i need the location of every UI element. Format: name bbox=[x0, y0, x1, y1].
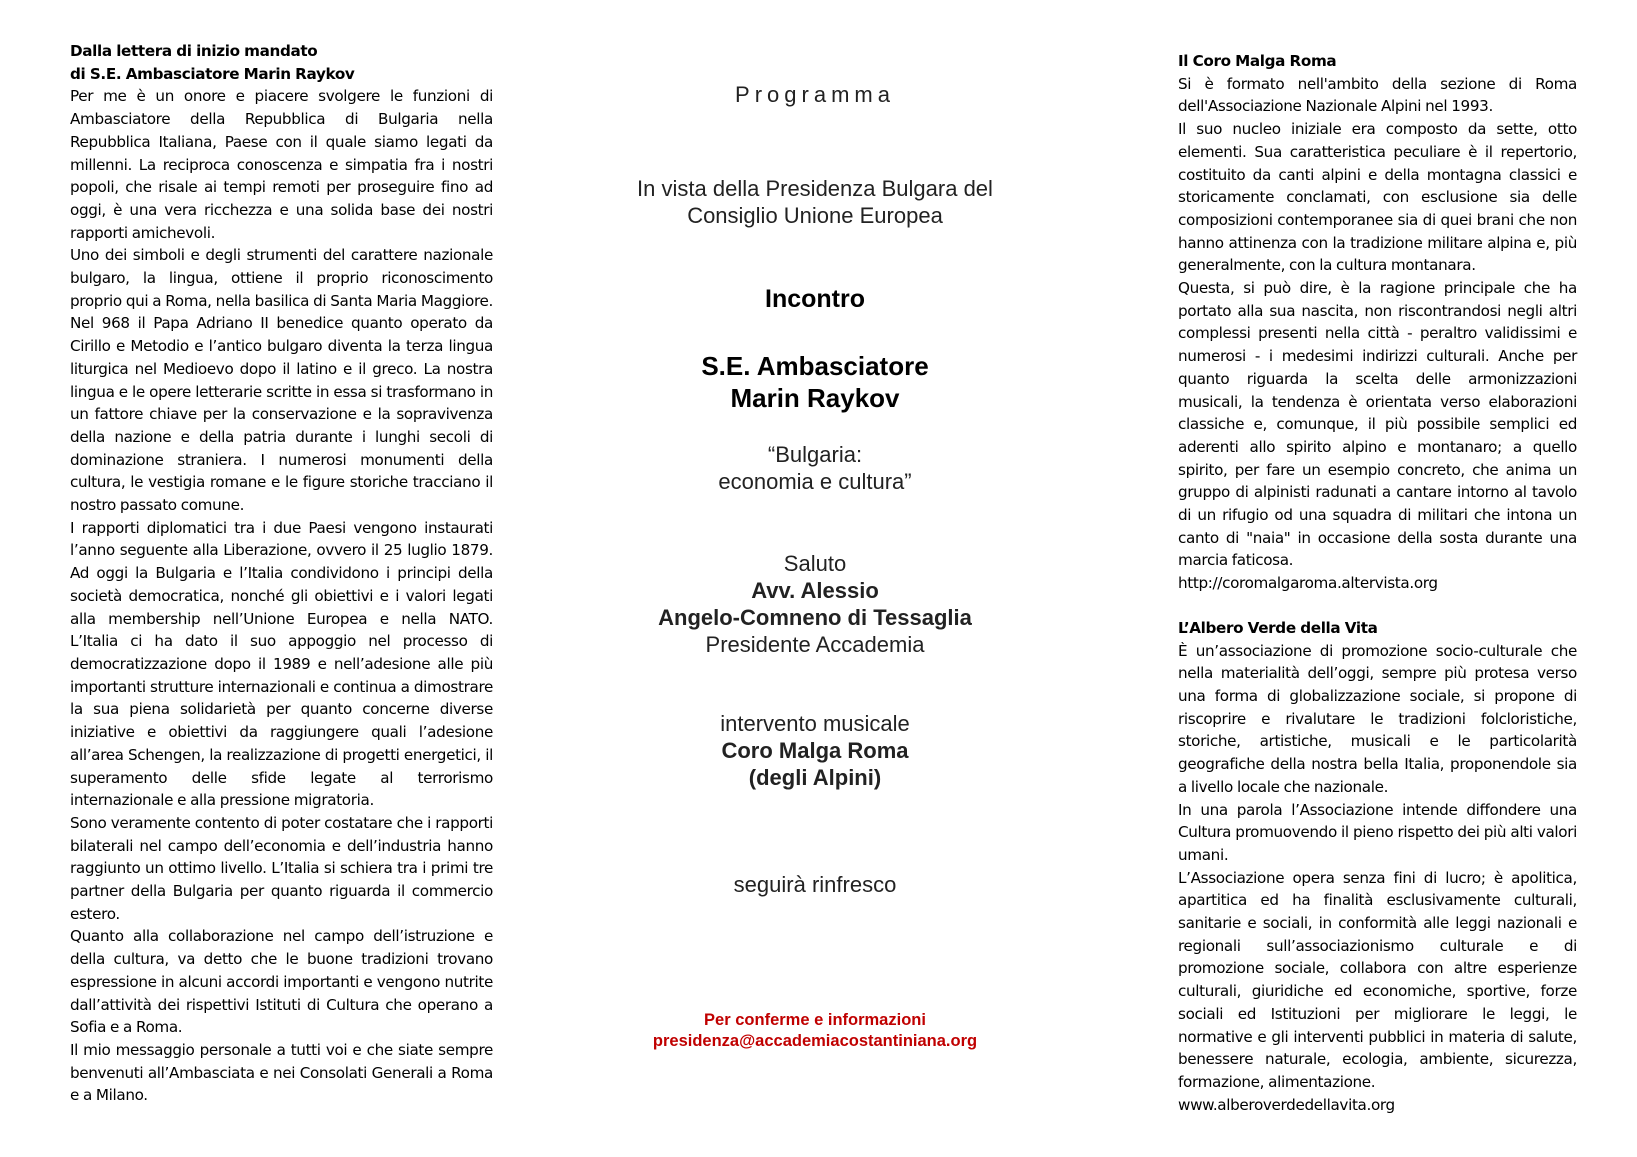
program-title: Programma bbox=[735, 82, 895, 107]
music-label: intervento musicale bbox=[720, 711, 910, 736]
ambassador-title: S.E. Ambasciatore bbox=[701, 351, 929, 381]
music-block bbox=[615, 710, 1015, 791]
greeting-name-2: Angelo-Comneno di Tessaglia bbox=[658, 605, 972, 630]
contact-email[interactable]: presidenza@accademiacostantiniana.org bbox=[652, 1032, 978, 1050]
letter-paragraph: Per me è un onore e piacere svolgere le funzioni di Ambasciatore della Repubblica di Bulgaria nella Repubblica Italiana, Paese con il quale siamo legati da millenni. La reciproca conoscenza e simpatia fra i nostri popoli, che risale ai tempi remoti per proseguire fino ad oggi, è una vera ricchezza e una solida base dei nostri rapporti amichevoli. bbox=[70, 87, 493, 242]
choir-heading: Il Coro Malga Roma bbox=[1178, 52, 1337, 70]
talk-title-line-2: economia e cultura” bbox=[718, 469, 912, 494]
association-paragraph: È un’associazione di promozione socio-culturale che nella materialità dell’oggi, sempre più protesa verso una forma di globalizzazione sociale, si propone di riscoprire e rivalutare le tradizioni folcloristiche, storiche, artistiche, musicali e le particolarità geografiche della nostra bella Italia, proponendole sia a livello locale che nazionale. bbox=[1178, 641, 1577, 796]
ambassador-name bbox=[615, 350, 1015, 414]
greeting-role: Presidente Accademia bbox=[705, 632, 925, 657]
greeting-block bbox=[615, 550, 1015, 658]
talk-title-line-1: “Bulgaria: bbox=[767, 442, 863, 467]
letter-paragraph: I rapporti diplomatici tra i due Paesi vengono instaurati l’anno seguente alla Liberazione, ovvero il 25 luglio 1879. Ad oggi la Bulgaria e l’Italia condividono i principi della società democratica, nonché gli obiettivi e i valori legati alla membership nell’Unione Europea e nella NATO. L’Italia ci ha dato il suo appoggio nel processo di democratizzazione dopo il 1989 e nell’adesione alle più importanti strutture internazionali e continua a dimostrare la sua piena solidarietà per quanto concerne diverse iniziative e obiettivi da raggiungere quali l’adesione all’area Schengen, la realizzazione di progetti energetici, il superamento delle sfide legate al terrorismo internazionale e alla pressione migratoria. bbox=[70, 518, 493, 810]
greeting-name-1: Avv. Alessio bbox=[751, 578, 879, 603]
contact-label: Per conferme e informazioni bbox=[704, 1011, 926, 1029]
association-heading: L’Albero Verde della Vita bbox=[1178, 618, 1378, 637]
letter-paragraph: Quanto alla collaborazione nel campo dell’istruzione e della cultura, va detto che le buone tradizioni trovano espressione in alcuni accordi importanti e vengono nutrite dall’attività dei rispettivi Istituti di Cultura che operano a Sofia e a Roma. bbox=[70, 927, 493, 1037]
choir-name: Coro Malga Roma bbox=[721, 738, 909, 763]
ambassador-fullname: Marin Raykov bbox=[730, 383, 900, 413]
association-paragraph: In una parola l’Associazione intende diffondere una Cultura promuovendo il pieno rispetto dei più alti valori umani. bbox=[1178, 800, 1577, 864]
left-column bbox=[70, 40, 493, 1107]
association-paragraph: L’Associazione opera senza fini di lucro; è apolitica, apartitica ed ha finalità esclusivamente culturali, sanitarie e sociali, in conformità alle leggi nazionali e regionali sull’associazionismo culturale e di promozione sociale, collabora con altre esperienze culturali, giuridiche ed economiche, sportive, forze sociali ed Istituzioni per migliorare le leggi, le normative e gli interventi pubblici in materia di salute, benessere naturale, ecologia, ambiente, sicurezza, formazione, alimentazione. bbox=[1178, 868, 1577, 1091]
refreshment-note: seguirà rinfresco bbox=[733, 872, 897, 897]
choir-subtitle: (degli Alpini) bbox=[748, 765, 882, 790]
letter-paragraph: Uno dei simboli e degli strumenti del carattere nazionale bulgaro, la lingua, ottiene il proprio riconoscimento proprio qui a Roma, nella basilica di Santa Maria Maggiore. Nel 968 il Papa Adriano II benedice quanto operato da Cirillo e Metodio e l’antico bulgaro diventa la terza lingua liturgica nel Medioevo dopo il latino e il greco. La nostra lingua e le opere letterarie scritte in essa si trasformano in un fattore chiave per la conservazione e la sopravivenza della nazione e della patria durante i lunghi secoli di dominazione straniera. I numerosi monumenti della cultura, le vestigia romane e le figure storiche tracciano il nostro passato comune. bbox=[70, 246, 493, 515]
talk-title bbox=[615, 441, 1015, 495]
greeting-label: Saluto bbox=[783, 551, 847, 576]
letter-heading: Dalla lettera di inizio mandato bbox=[70, 42, 318, 60]
letter-paragraph: Sono veramente contento di poter costatare che i rapporti bilaterali nel campo dell’economia e dell’industria hanno raggiunto un ottimo livello. L’Italia si schiera tra i primi tre partner della Bulgaria per quanto riguarda il commercio estero. bbox=[70, 813, 493, 923]
section-spacer bbox=[1178, 595, 1577, 617]
program-column bbox=[615, 0, 1015, 1157]
contact-block bbox=[615, 1010, 1015, 1052]
choir-paragraph: Il suo nucleo iniziale era composto da sette, otto elementi. Sua caratteristica peculiare è il repertorio, costituito da canti alpini e della montagna classici e storicamente conclamati, con esclusione sia delle composizioni contemporanee sia di quei brani che non hanno attinenza con la tradizione militare alpina e, più generalmente, con la cultura montanara. bbox=[1178, 120, 1577, 275]
presidency-line-2: Consiglio Unione Europea bbox=[687, 203, 943, 228]
presidency-subtitle bbox=[615, 175, 1015, 229]
association-website-link[interactable]: www.alberoverdedellavita.org bbox=[1178, 1095, 1395, 1114]
letter-subheading: di S.E. Ambasciatore Marin Raykov bbox=[70, 64, 355, 83]
choir-paragraph: Questa, si può dire, è la ragione principale che ha portato alla sua nascita, non riscontrandosi negli altri complessi presenti nella città - peraltro validissimi e numerosi - i medesimi indirizzi culturali. Anche per quanto riguarda la scelta delle armonizzazioni musicali, la tendenza è orientata verso elaborazioni classiche e, comunque, il più possibile semplici ed aderenti allo spirito alpino e montanaro; a quello spirito, per fare un esempio concreto, che anima un gruppo di alpinisti radunati a cantare intorno al tavolo di un rifugio od una squadra di militari che intona un canto di "naia" in occasione della sosta durante una marcia faticosa. bbox=[1178, 279, 1577, 570]
meeting-label: Incontro bbox=[765, 285, 865, 313]
letter-paragraph: Il mio messaggio personale a tutti voi e che siate sempre benvenuti all’Ambasciata e nei Consolati Generali a Roma e a Milano. bbox=[70, 1040, 493, 1105]
choir-paragraph: Si è formato nell'ambito della sezione di Roma dell'Associazione Nazionale Alpini nel 1993. bbox=[1178, 74, 1577, 116]
choir-website-link[interactable]: http://coromalgaroma.altervista.org bbox=[1178, 574, 1438, 593]
presidency-line-1: In vista della Presidenza Bulgara del bbox=[637, 176, 993, 201]
right-column bbox=[1178, 50, 1577, 1116]
